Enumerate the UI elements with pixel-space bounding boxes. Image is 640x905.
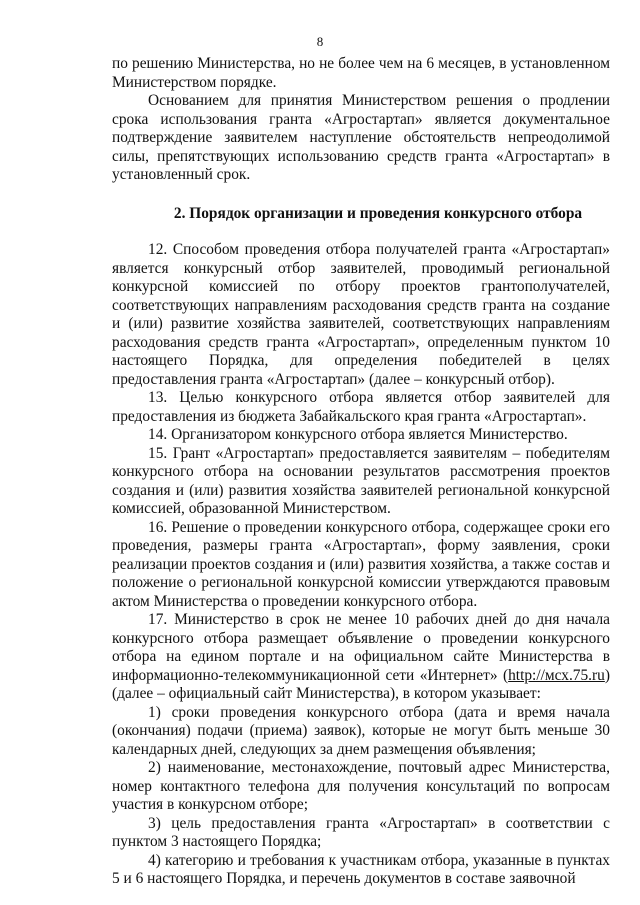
section-heading: 2. Порядок организации и проведения конкурсного отбора bbox=[173, 204, 583, 222]
paragraph-12: 12. Способом проведения отбора получателей гранта «Агростартап» является конкурсный отбор заявителей, проводимый региональной конкурсной комиссией по отбору проектов грантополучателей, соответствующих направлениям расходования средств гранта на создание и (или) развитие хозяйства заявителей, соответствующих направлениям расходования средств гранта «Агростартап», определенным пунктом 10 настоящего Порядка, для определения победителей в целях предоставления гранта «Агростартап» (далее – конкурсный отбор). bbox=[112, 241, 610, 388]
paragraph-17-text-after: ) (далее – официальный сайт Министерства), в котором указывает: bbox=[112, 666, 610, 702]
list-item-3: 3) цель предоставления гранта «Агростартап» в соответствии с пунктом 3 настоящего Порядка; bbox=[112, 814, 610, 850]
paragraph-continuation: по решению Министерства, но не более чем на 6 месяцев, в установленном Министерством порядке. bbox=[112, 55, 610, 91]
list-item-4: 4) категорию и требования к участникам отбора, указанные в пунктах 5 и 6 настоящего Порядка, и перечень документов в составе заявочной bbox=[112, 851, 610, 887]
paragraph-16: 16. Решение о проведении конкурсного отбора, содержащее сроки его проведения, размеры гранта «Агростартап», форму заявления, сроки реализации проектов создания и (или) развития хозяйства, а также состав и положение о региональной конкурсной комиссии утверждаются правовым актом Министерства о проведении конкурсного отбора. bbox=[112, 518, 610, 610]
paragraph-17-text-before: 17. Министерство в срок не менее 10 рабочих дней до дня начала конкурсного отбора размещает объявление о проведении конкурсного отбора на едином портале и на официальном сайте Министерства в информационно-телекоммуникационной сети «Интернет» ( bbox=[112, 611, 610, 684]
paragraph-extension-basis: Основанием для принятия Министерством решения о продлении срока использования гранта «Агростартап» является документальное подтверждение заявителем наступление обстоятельств непреодолимой силы, препятствующих использованию средств гранта «Агростартап» в установленный срок. bbox=[112, 92, 610, 183]
paragraph-15: 15. Грант «Агростартап» предоставляется заявителям – победителям конкурсного отбора на основании результатов рассмотрения проектов создания и (или) развития хозяйства заявителей региональной конкурсной комиссией, образованной Министерством. bbox=[112, 444, 610, 517]
list-item-1: 1) сроки проведения конкурсного отбора (дата и время начала (окончания) подачи (приема) заявок), которые не могут быть меньше 30 календарных дней, следующих за днем размещения объявления; bbox=[112, 703, 610, 758]
paragraph-13: 13. Целью конкурсного отбора является отбор заявителей для предоставления из бюджета Забайкальского края гранта «Агростартап». bbox=[112, 389, 610, 425]
page-number: 8 bbox=[316, 34, 324, 49]
paragraph-17 bbox=[112, 611, 610, 704]
paragraph-14: 14. Организатором конкурсного отбора является Министерство. bbox=[148, 426, 568, 443]
list-item-2: 2) наименование, местонахождение, почтовый адрес Министерства, номер контактного телефона для получения консультаций по вопросам участия в конкурсном отборе; bbox=[112, 759, 610, 813]
ministry-site-link[interactable]: http://мсх.75.ru bbox=[508, 666, 605, 684]
document-body bbox=[112, 55, 610, 889]
